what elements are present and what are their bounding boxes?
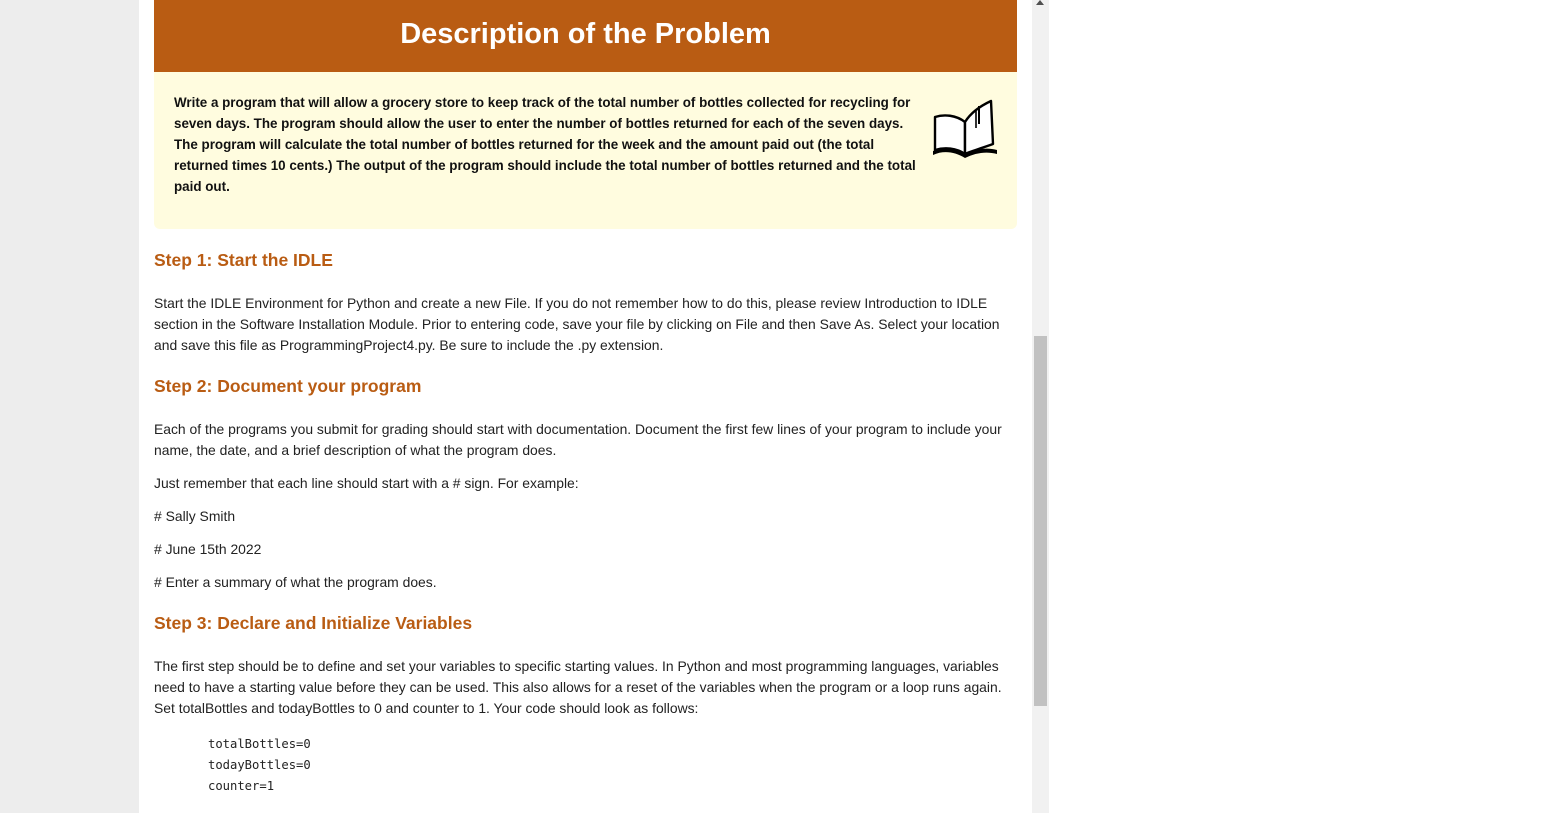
example-name-line: # Sally Smith [154, 508, 236, 524]
problem-description-text: Write a program that will allow a grocery store to keep track of the total number of bottles collected for recycling for seven days. The program should allow the user to enter the number of bottles returned for each of the seven days. The program will calculate the total number of bottles returned for the week and the amount paid out (the total returned times 10 cents.) The output of the program should include the total number of bottles returned and the total paid out. [174, 95, 916, 194]
header-banner [154, 0, 1017, 72]
step2-body: Each of the programs you submit for grading should start with documentation. Document the first few lines of your program to include your name, the date, and a brief description of what the program does. [154, 421, 1002, 458]
code-line-total-bottles: totalBottles=0 [208, 737, 311, 751]
example-summary-line: # Enter a summary of what the program does. [154, 574, 437, 590]
content-page [139, 0, 1032, 813]
step1-body: Start the IDLE Environment for Python and create a new File. If you do not remember how to do this, please review Introduction to IDLE section in the Software Installation Module. Prior to entering code, save your file by clicking on File and then Save As. Select your location and save this file as ProgrammingProject4.py. Be sure to include the .py extension. [154, 295, 1000, 353]
step3-heading: Step 3: Declare and Initialize Variables [154, 613, 473, 633]
example-date-line: # June 15th 2022 [154, 541, 262, 557]
step2-remember: Just remember that each line should start with a # sign. For example: [154, 475, 579, 491]
page-title: Description of the Problem [400, 18, 771, 50]
open-book-icon [932, 98, 998, 160]
step1-heading: Step 1: Start the IDLE [154, 250, 333, 270]
code-line-today-bottles: todayBottles=0 [208, 758, 311, 772]
scrollbar-thumb[interactable] [1034, 336, 1047, 706]
step3-body: The first step should be to define and set your variables to specific starting values. In Python and most programming languages, variables need to have a starting value before they can be used. This also allows for a reset of the variables when the program or a loop runs again. Set totalBottles and todayBottles to 0 and counter to 1. Your code should look as follows: [154, 658, 1002, 716]
scroll-up-arrow-icon[interactable] [1036, 0, 1044, 5]
left-gutter [0, 0, 139, 813]
vertical-scrollbar[interactable] [1032, 0, 1049, 813]
problem-description-box [154, 72, 1017, 229]
code-line-counter: counter=1 [208, 779, 275, 793]
step2-heading: Step 2: Document your program [154, 376, 422, 396]
